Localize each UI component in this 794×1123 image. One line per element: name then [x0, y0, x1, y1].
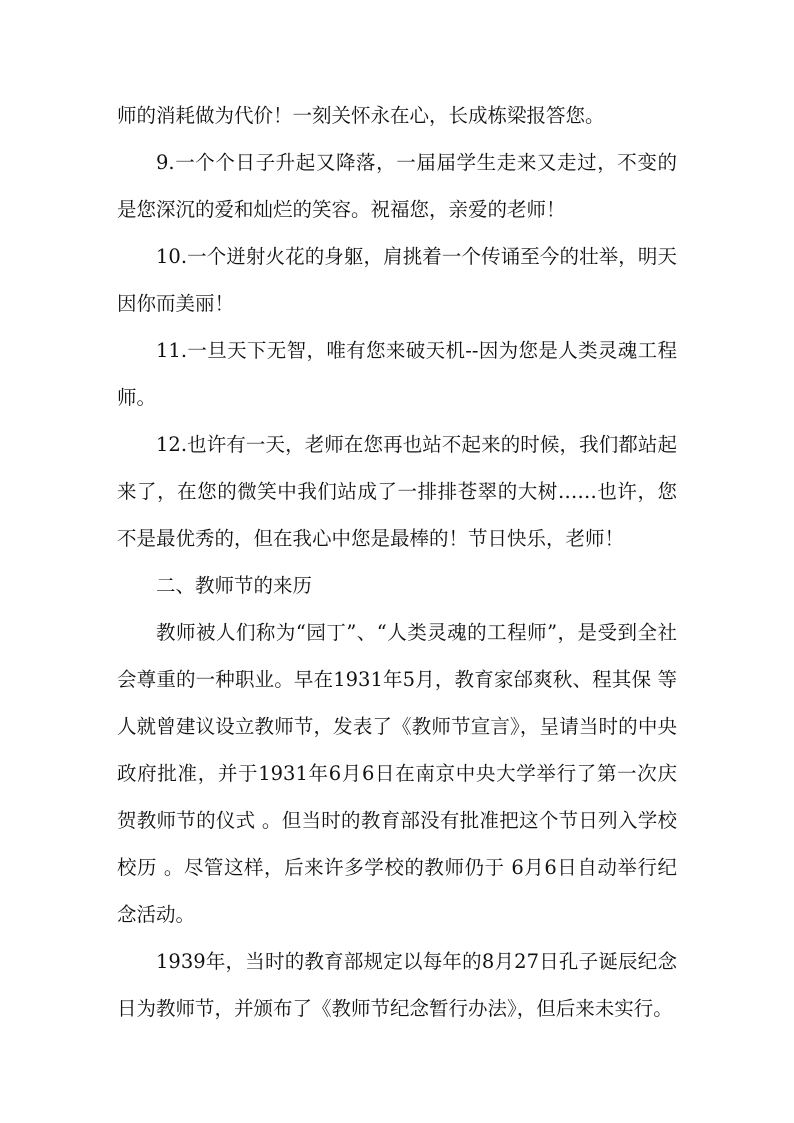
paragraph-item-12: 12.也许有一天，老师在您再也站不起来的时候，我们都站起来了，在您的微笑中我们站成了一排排苍翠的大树……也许，您不是最优秀的，但在我心中您是最棒的！节日快乐，老师！: [117, 433, 677, 550]
paragraph-history-1: 教师被人们称为“园丁”、“人类灵魂的工程师”，是受到全社会尊重的一种职业。早在1931年5月，教育家邰爽秋、程其保 等人就曾建议设立教师节，发表了《教师节宣言》，呈请当时的中央政府批准，并于1931年6月6日在南京中央大学举行了第一次庆贺教师节的仪式 。但当时的教育部没有批准把这个节日列入学校校历 。尽管这样，后来许多学校的教师仍于 6月6日自动举行纪念活动。: [117, 621, 677, 926]
paragraph-history-2: 1939年，当时的教育部规定以每年的8月27日孔子诞辰纪念日为教师节，并颁布了《教师节纪念暂行办法》，但后来未实行。: [117, 950, 677, 1020]
paragraph-item-11: 11.一旦天下无智，唯有您来破天机--因为您是人类灵魂工程师。: [117, 339, 677, 409]
paragraph-item-10: 10.一个迸射火花的身躯，肩挑着一个传诵至今的壮举，明天因你而美丽！: [117, 245, 677, 315]
paragraph-continuation: 师的消耗做为代价！一刻关怀永在心，长成栋梁报答您。: [117, 104, 605, 127]
section-heading: 二、教师节的来历: [156, 574, 313, 597]
paragraph-item-9: 9.一个个日子升起又降落，一届届学生走来又走过，不变的是您深沉的爱和灿烂的笑容。祝福您，亲爱的老师！: [117, 151, 677, 221]
document-body: [117, 92, 677, 1032]
